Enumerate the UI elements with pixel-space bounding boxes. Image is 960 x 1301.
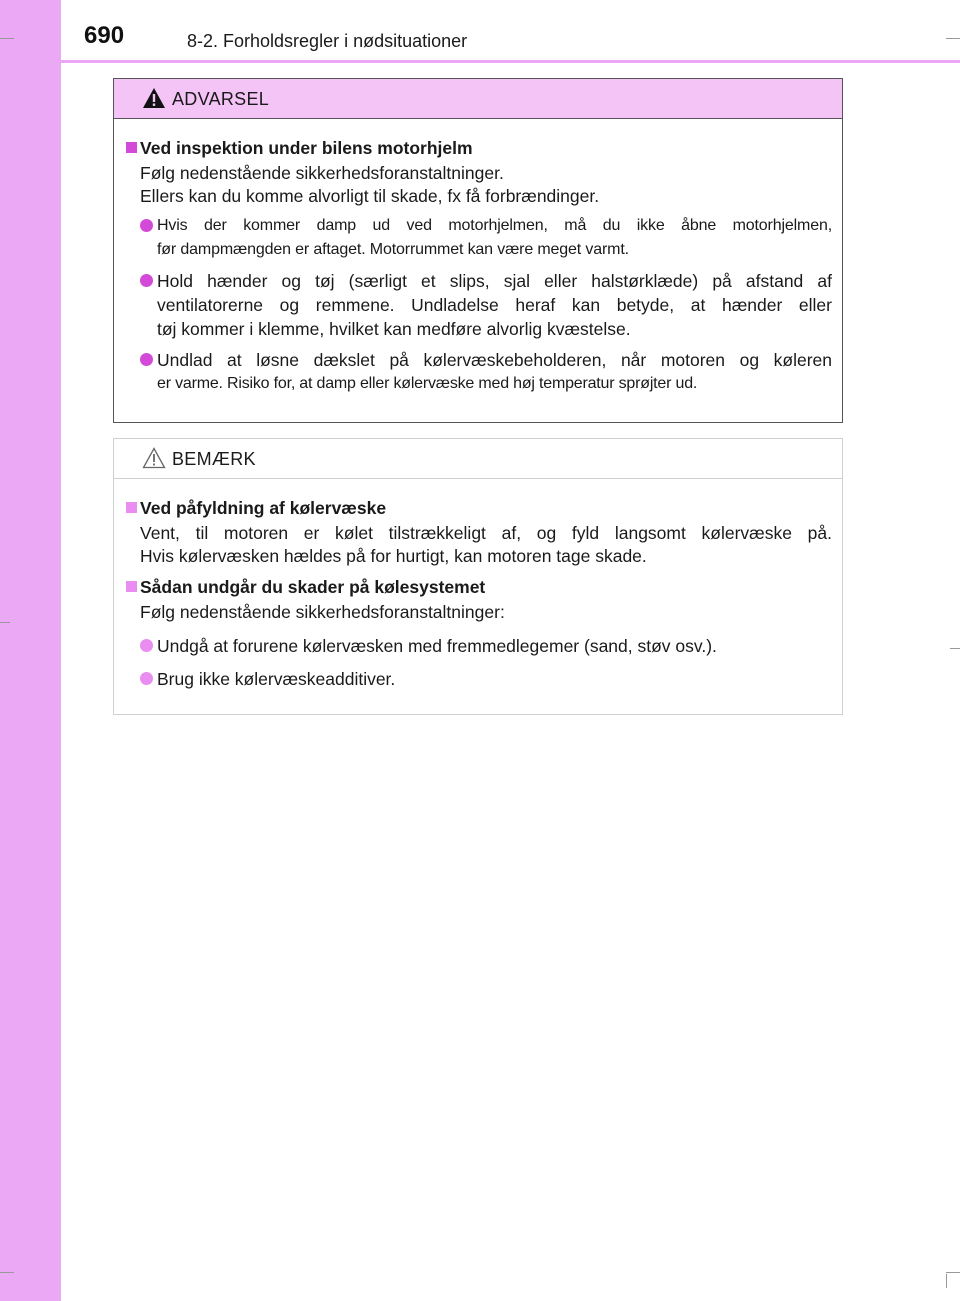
square-bullet-icon	[126, 502, 137, 513]
caution-triangle-icon	[142, 447, 166, 469]
crop-mark	[0, 38, 14, 39]
notice-title: BEMÆRK	[172, 449, 256, 469]
crop-mark	[0, 1272, 14, 1273]
bullet-line: ventilatorerne og remmene. Undladelse heraf kan betyde, at hænder eller	[157, 295, 832, 315]
notice-body	[114, 496, 842, 691]
notice-heading-text: Sådan undgår du skader på kølesystemet	[140, 577, 486, 597]
paragraph-line: Ellers kan du komme alvorligt til skade, fx få forbrændinger.	[140, 185, 600, 206]
circle-bullet-icon	[140, 274, 153, 287]
bullet-line: Brug ikke kølervæskeadditiver.	[157, 668, 396, 689]
crop-mark	[950, 648, 960, 649]
crop-mark	[946, 1274, 947, 1288]
paragraph-line: Hvis kølervæsken hældes på for hurtigt, kan motoren tage skade.	[140, 545, 647, 566]
paragraph-line: Vent, til motoren er kølet tilstrækkeligt af, og fyld langsomt kølervæske på.	[140, 523, 832, 543]
notice-heading-text: Ved påfyldning af kølervæske	[140, 498, 387, 518]
warning-bullet	[126, 269, 832, 341]
notice-box	[113, 438, 843, 715]
square-bullet-icon	[126, 581, 137, 592]
notice-paragraph	[126, 601, 832, 624]
warning-heading	[126, 136, 832, 160]
warning-box-header	[114, 79, 842, 119]
warning-bullet	[126, 348, 832, 396]
square-bullet-icon	[126, 142, 137, 153]
notice-bullet	[126, 667, 832, 691]
circle-bullet-icon	[140, 639, 153, 652]
circle-bullet-icon	[140, 353, 153, 366]
circle-bullet-icon	[140, 672, 153, 685]
crop-mark	[946, 38, 960, 39]
notice-bullet	[126, 634, 832, 658]
warning-heading-text: Ved inspektion under bilens motorhjelm	[140, 138, 473, 158]
bullet-line: tøj kommer i klemme, hvilket kan medføre alvorlig kvæstelse.	[157, 319, 631, 339]
notice-heading	[126, 496, 832, 520]
crop-mark	[0, 622, 10, 623]
page-number: 690	[84, 22, 125, 49]
warning-title: ADVARSEL	[172, 89, 270, 109]
bullet-line: er varme. Risiko for, at damp eller kølervæske med høj temperatur sprøjter ud.	[157, 375, 698, 392]
notice-paragraph	[126, 522, 832, 567]
paragraph-line: Følg nedenstående sikkerhedsforanstaltninger:	[140, 602, 505, 622]
paragraph-line: Følg nedenstående sikkerhedsforanstaltninger.	[140, 163, 504, 183]
warning-box	[113, 78, 843, 423]
warning-bullet	[126, 214, 832, 262]
warning-paragraph	[126, 162, 832, 207]
header-rule	[61, 60, 960, 63]
section-title: 8-2. Forholdsregler i nødsituationer	[187, 31, 468, 51]
notice-box-header	[114, 439, 842, 479]
notice-heading	[126, 575, 832, 599]
sidebar-color-tab	[0, 0, 61, 1301]
warning-body	[114, 136, 842, 396]
bullet-line: Undgå at forurene kølervæsken med fremmedlegemer (sand, støv osv.).	[157, 635, 717, 656]
bullet-line: Hvis der kommer damp ud ved motorhjelmen, må du ikke åbne motorhjelmen,	[157, 217, 832, 234]
bullet-line: før dampmængden er aftaget. Motorrummet kan være meget varmt.	[157, 241, 629, 258]
bullet-line: Hold hænder og tøj (særligt et slips, sjal eller halstørklæde) på afstand af	[157, 271, 832, 291]
warning-triangle-icon	[142, 87, 166, 109]
crop-mark	[946, 1272, 960, 1273]
circle-bullet-icon	[140, 219, 153, 232]
bullet-line: Undlad at løsne dækslet på kølervæskebeholderen, når motoren og køleren	[157, 350, 832, 370]
